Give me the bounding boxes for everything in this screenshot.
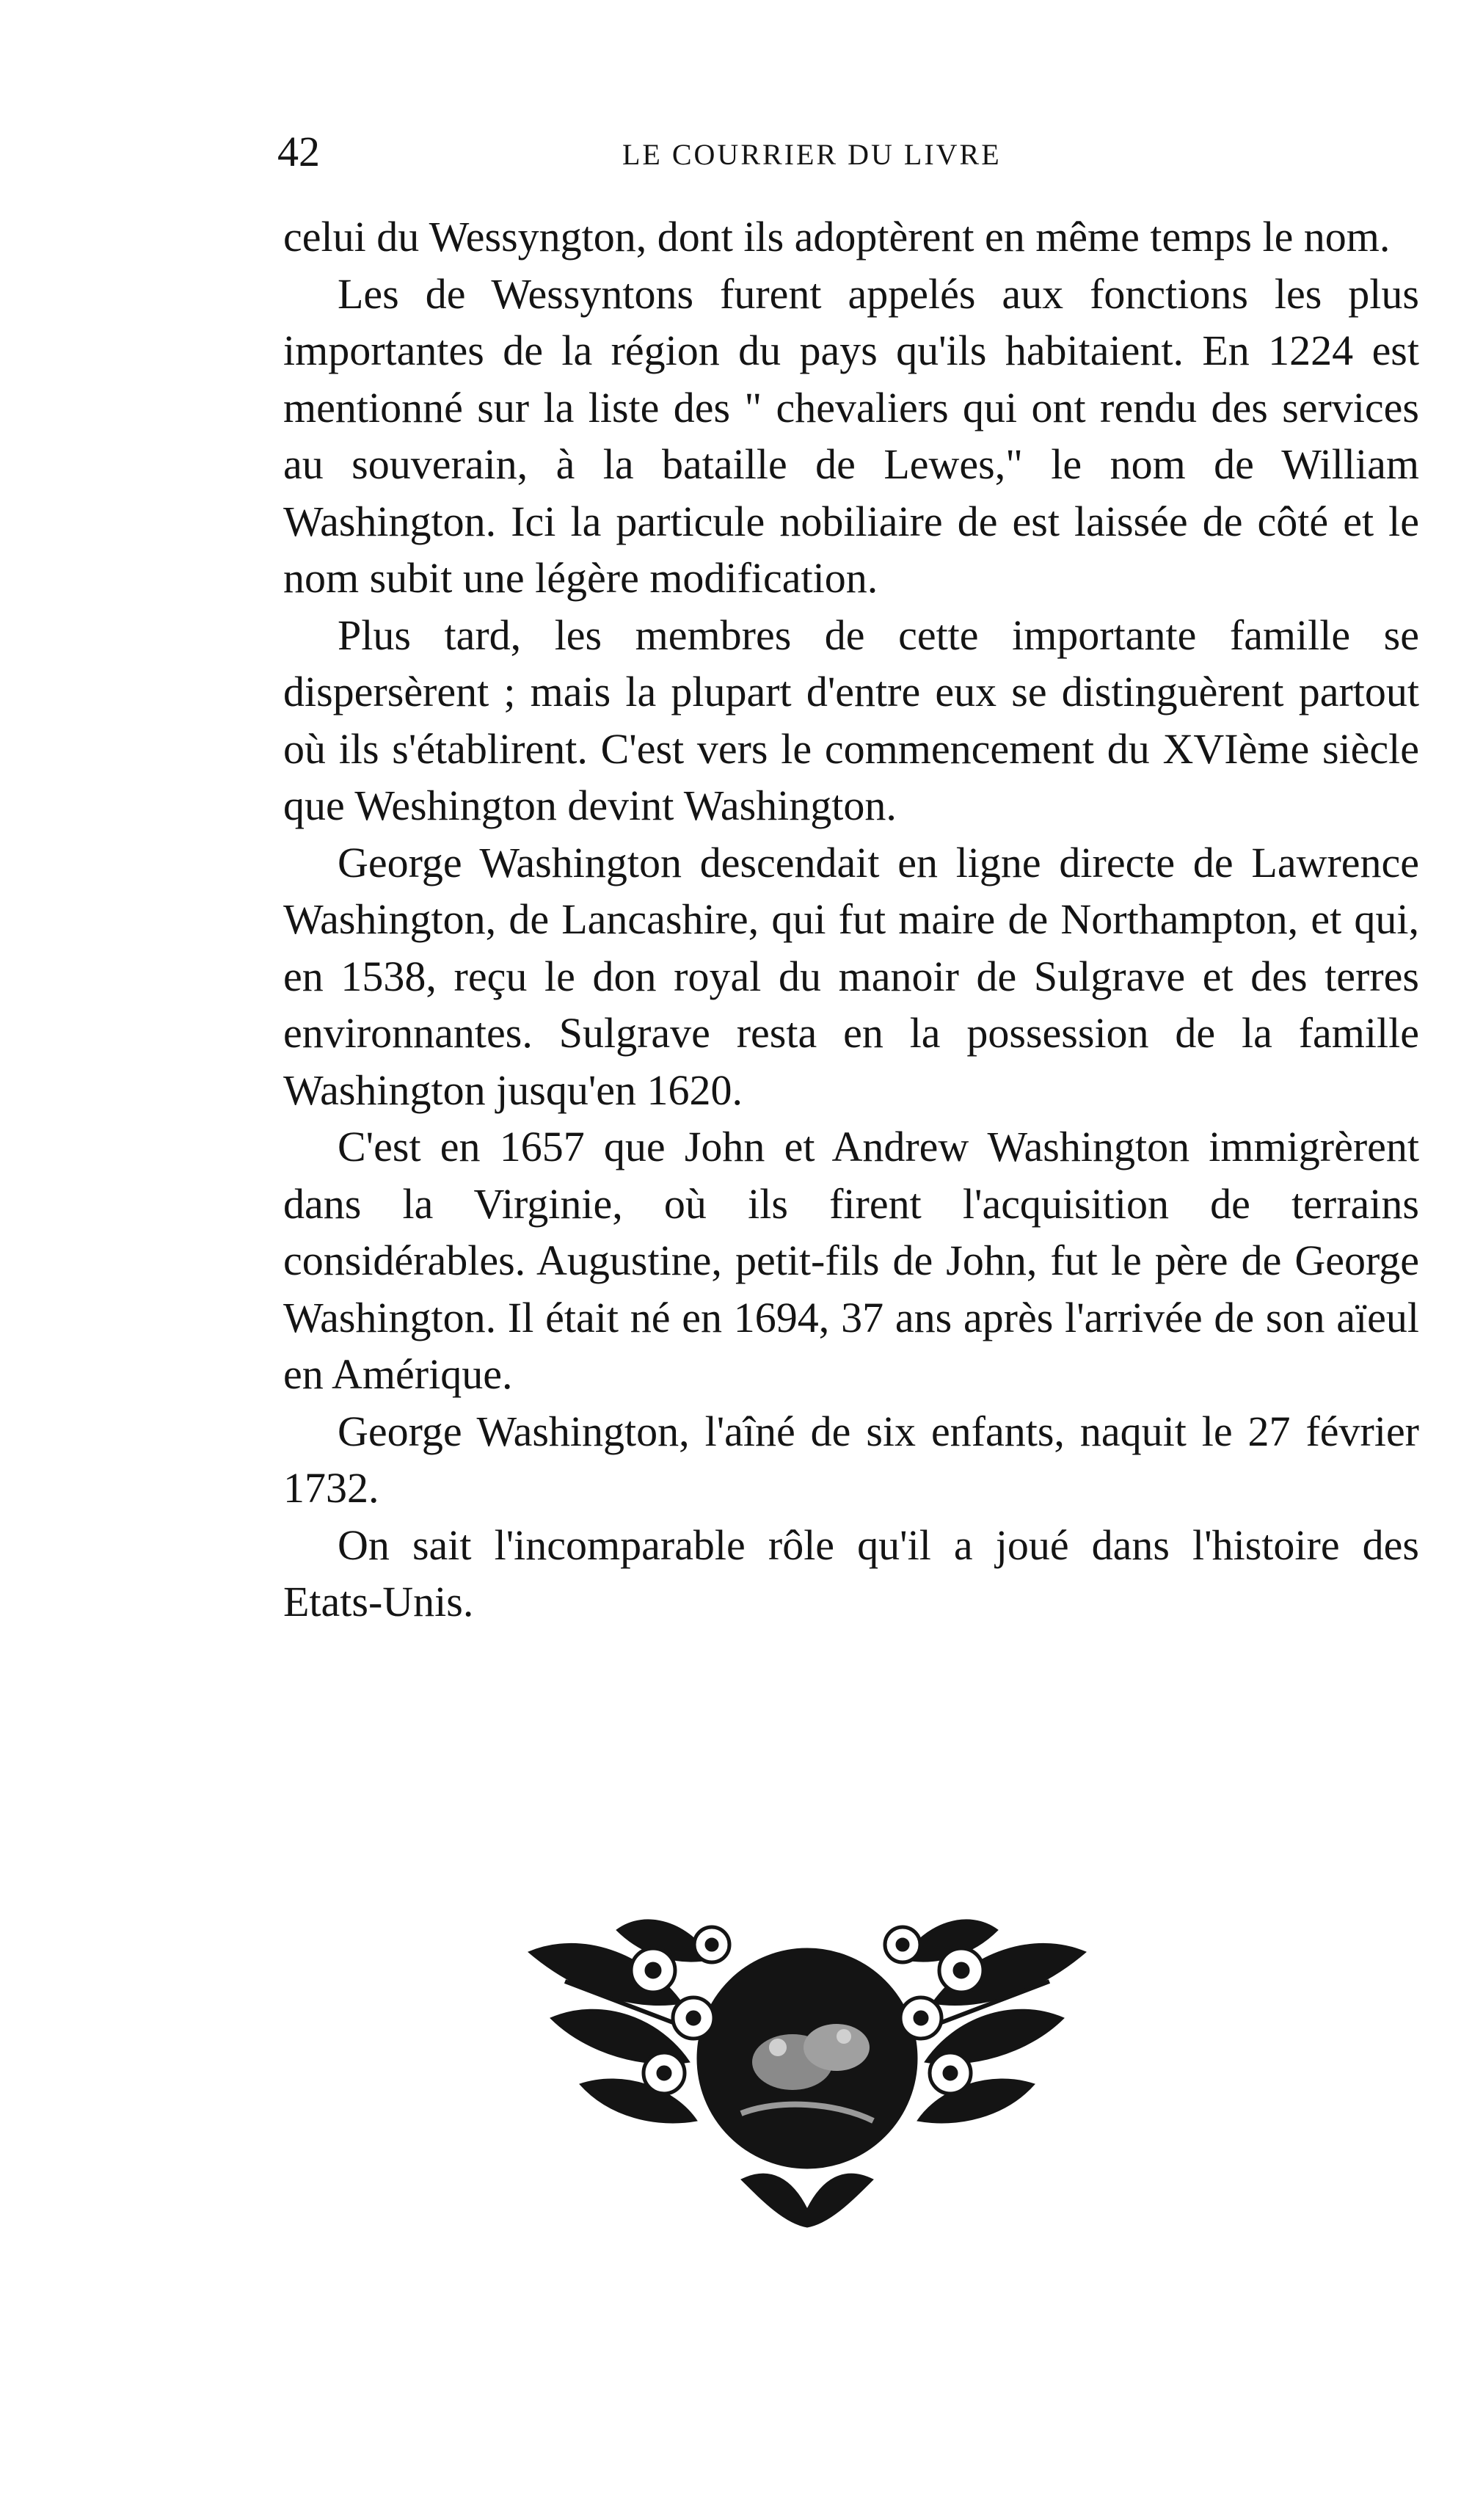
running-head — [277, 126, 1422, 178]
paragraph-5: C'est en 1657 que John et Andrew Washington immigrèrent dans la Virginie, où ils firent l'acquisition de terrains considérables. Augustine, petit-fils de John, fut le père de George Washington. Il était né en 1694, 37 ans après l'arrivée de son aïeul en Amérique. — [283, 1123, 1419, 1398]
paragraph-2: Les de Wessyntons furent appelés aux fonctions les plus importantes de la région du pays qu'ils habitaient. En 1224 est mentionné sur la liste des " chevaliers qui ont rendu des services au souverain, à la bataille de Lewes," le nom de William Washington. Ici la particule nobiliaire de est laissée de côté et le nom subit une légère modification. — [283, 269, 1419, 602]
page-number: 42 — [277, 128, 320, 175]
medallion-icon — [697, 1948, 917, 2168]
bottom-leaf-tassel-icon — [741, 2174, 873, 2227]
body-text — [283, 208, 1419, 1631]
paragraph-4: George Washington descendait en ligne directe de Lawrence Washington, de Lancashire, qui fut maire de Northampton, et qui, en 1538, reçu le don royal du manoir de Sulgrave et des terres environnantes. Sulgrave resta en la possession de la famille Washington jusqu'en 1620. — [283, 838, 1419, 1114]
paragraph-6: George Washington, l'aîné de six enfants, naquit le 27 février 1732. — [283, 1407, 1419, 1512]
running-title: LE COURRIER DU LIVRE — [622, 138, 1002, 171]
paragraph-7: On sait l'incomparable rôle qu'il a joué dans l'histoire des Etats-Unis. — [283, 1521, 1419, 1625]
paragraph-1: celui du Wessyngton, dont ils adoptèrent en même temps le nom. — [283, 213, 1391, 261]
floral-vignette-ornament — [499, 1901, 1115, 2231]
paragraph-3: Plus tard, les membres de cette importante famille se dispersèrent ; mais la plupart d'entre eux se distinguèrent partout où ils s'établirent. C'est vers le commencement du XVIème siècle que Weshington devint Washington. — [283, 611, 1419, 829]
